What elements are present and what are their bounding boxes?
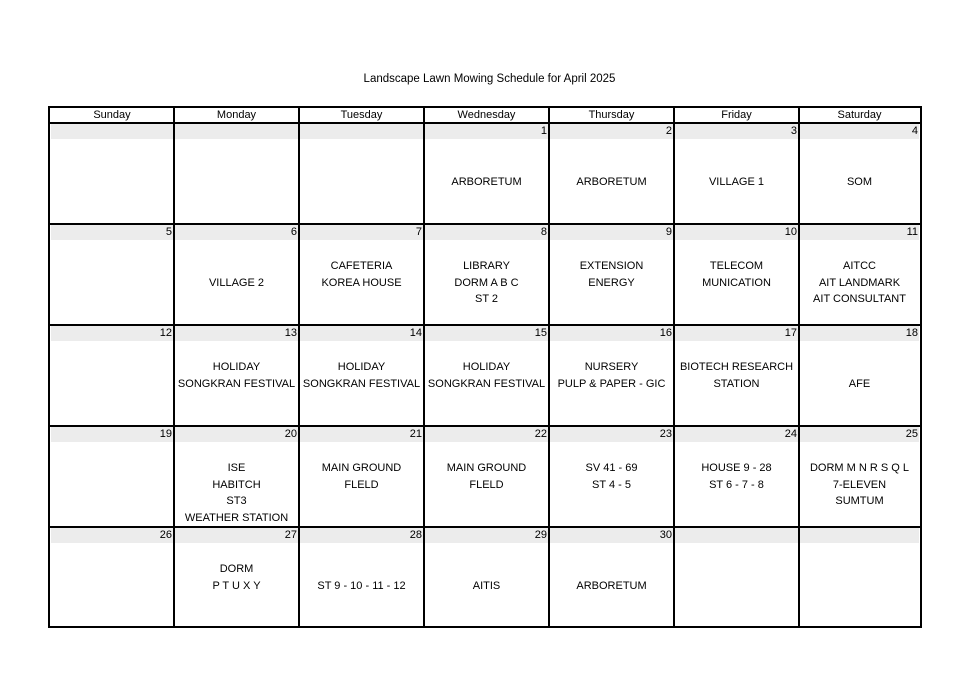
location-line: ST 2 [474,293,499,305]
day-number: 22 [534,428,547,440]
grid-vline [423,108,425,626]
location-line: PULP & PAPER - GIC [557,377,666,390]
weekday-friday: Friday [721,109,752,121]
location-line: ARBORETUM [576,580,647,592]
day-number: 27 [284,529,297,541]
location-line: VILLAGE 2 [208,277,265,289]
location-line: SONGKRAN FESTIVAL [427,377,546,390]
day-number: 20 [284,428,297,440]
weekday-monday: Monday [216,109,257,121]
page-title: Landscape Lawn Mowing Schedule for April 2025 [363,73,616,85]
location-line: SONGKRAN FESTIVAL [177,377,296,390]
day-number: 6 [290,226,297,238]
day-number: 13 [284,327,297,339]
day-cell [175,275,298,292]
location-line: SOM [846,176,873,188]
day-number: 12 [159,327,172,339]
day-number: 25 [905,428,918,440]
day-number [51,124,172,139]
day-cell [675,460,798,493]
day-number: 8 [540,226,547,238]
location-line: 7-ELEVEN [832,478,887,491]
weekday-wednesday: Wednesday [457,109,516,121]
weekday-sunday: Sunday [93,109,131,121]
location-line: AFE [848,378,871,390]
location-line: AIT LANDMARK [818,276,901,289]
day-cell [675,258,798,291]
day-cell [550,460,673,493]
location-line: MAIN GROUND [446,462,527,474]
day-number [675,528,797,543]
location-line: ST 6 - 7 - 8 [709,478,764,491]
location-line: TELECOM [709,260,764,272]
day-number: 4 [911,125,918,137]
day-number: 15 [534,327,547,339]
day-number: 23 [659,428,672,440]
location-line: FLELD [344,478,379,491]
day-cell [550,258,673,291]
grid-vline [298,108,300,626]
location-line: BIOTECH RESEARCH [679,361,794,373]
weekday-thursday: Thursday [588,109,635,121]
location-line: CAFETERIA [330,260,393,272]
location-line: ISE [227,462,246,474]
day-number: 5 [165,226,172,238]
day-number: 24 [784,428,797,440]
location-line: AITCC [843,260,876,272]
location-line: STATION [713,377,760,390]
grid-hline [50,526,920,528]
location-line: AIT CONSULTANT [813,293,906,305]
location-line: ST3 [226,495,247,507]
day-number: 30 [659,529,672,541]
location-line: FLELD [469,478,504,491]
location-line: VILLAGE 1 [708,176,765,188]
day-cell [300,460,423,493]
day-cell [300,359,423,392]
location-line: WEATHER STATION [184,511,289,524]
location-line: SUMTUM [835,495,884,507]
day-cell [300,258,423,291]
grid-hline [50,223,920,225]
day-number: 14 [409,327,422,339]
location-line: NURSERY [584,361,639,373]
location-line: HOLIDAY [337,361,386,373]
day-cell [175,359,298,392]
day-cell [425,174,548,191]
location-line: MUNICATION [702,276,771,289]
grid-hline [50,425,920,427]
day-number: 1 [540,125,547,137]
location-line: SV 41 - 69 [585,462,638,474]
day-number: 2 [665,125,672,137]
location-line: ENERGY [588,276,635,289]
day-number [300,124,422,139]
location-line: AITIS [472,580,501,592]
location-line: ST 4 - 5 [592,478,631,491]
day-cell [675,359,798,392]
location-line: HABITCH [212,478,261,491]
day-number: 16 [659,327,672,339]
location-line: DORM [219,563,254,575]
location-line: ST 9 - 10 - 11 - 12 [317,580,406,592]
day-cell [300,578,423,595]
location-line: MAIN GROUND [321,462,402,474]
grid-vline [548,108,550,626]
grid-vline [173,108,175,626]
day-number: 26 [159,529,172,541]
grid-vline [673,108,675,626]
location-line: LIBRARY [463,260,510,272]
location-line: DORM M N R S Q L [809,462,909,474]
day-number: 21 [409,428,422,440]
location-line: DORM A B C [454,276,519,289]
location-line: ARBORETUM [576,176,647,188]
location-line: P T U X Y [212,579,261,592]
day-cell [175,460,298,526]
day-number: 29 [534,529,547,541]
grid-hline [50,324,920,326]
location-line: EXTENSION [579,260,644,272]
day-number: 11 [906,226,918,238]
day-number: 19 [159,428,172,440]
day-number: 28 [409,529,422,541]
day-cell [425,460,548,493]
day-number: 3 [790,125,797,137]
day-number: 18 [905,327,918,339]
location-line: KOREA HOUSE [321,276,402,289]
calendar-grid [48,106,922,628]
weekday-tuesday: Tuesday [340,109,383,121]
day-number [800,528,918,543]
grid-vline [798,108,800,626]
day-number [175,124,297,139]
day-cell [425,359,548,392]
day-number: 7 [415,226,422,238]
day-cell [425,258,548,308]
day-cell [550,174,673,191]
day-number: 17 [784,327,797,339]
location-line: ARBORETUM [451,176,522,188]
day-number: 9 [665,226,672,238]
day-cell [550,359,673,392]
day-cell [550,578,673,595]
day-cell [800,460,919,510]
day-cell [800,258,919,308]
day-number: 10 [784,226,797,238]
location-line: SONGKRAN FESTIVAL [302,377,421,390]
day-cell [175,561,298,594]
weekday-saturday: Saturday [837,109,882,121]
location-line: HOLIDAY [212,361,261,373]
location-line: HOUSE 9 - 28 [701,462,772,474]
day-cell [425,578,548,595]
weekday-header-row [50,108,920,124]
location-line: HOLIDAY [462,361,511,373]
day-cell [800,174,919,191]
day-cell [675,174,798,191]
day-cell [800,376,919,393]
